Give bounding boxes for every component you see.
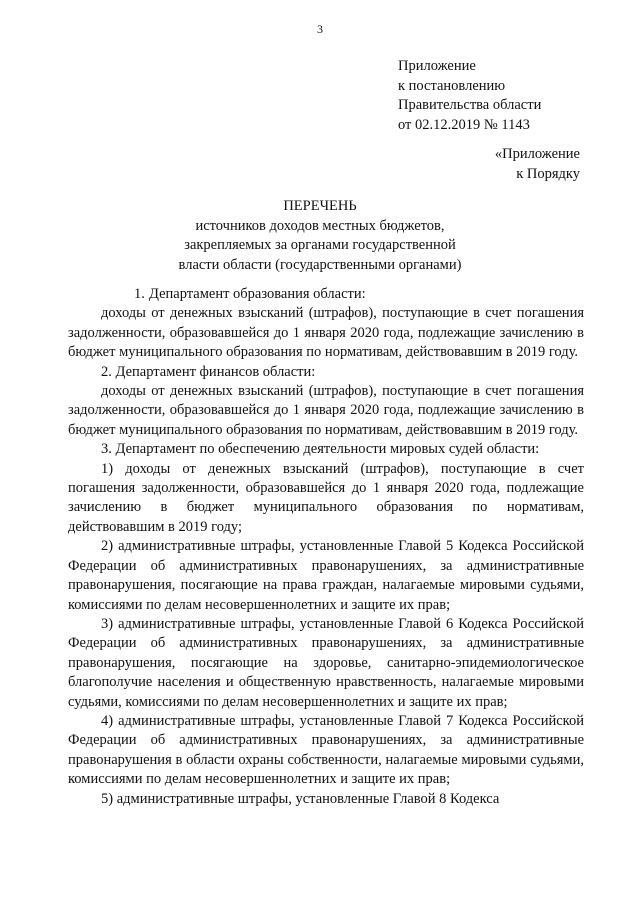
appendix-line: Приложение	[398, 58, 476, 74]
section-heading: 3. Департамент по обеспечению деятельности мировых судей области:	[101, 441, 540, 458]
paragraph: 5) административные штрафы, установленные Главой 8 Кодекса	[101, 790, 500, 807]
paragraph: 1) доходы от денежных взысканий (штрафов), поступающие в счет погашения задолженности, образовавшейся до 1 января 2020 года, подлежащие зачислению в бюджет муниципального образования по нормативам, действовавшим в 2019 году;	[68, 460, 584, 535]
appendix-block	[398, 57, 541, 135]
title-line: власти области (государственными органами)	[178, 256, 462, 273]
section-heading	[68, 285, 584, 304]
appendix2-line: «Приложение	[494, 146, 580, 162]
section-number: 1.	[134, 286, 145, 302]
title-line: источников доходов местных бюджетов,	[195, 217, 445, 234]
appendix-line: Правительства области	[398, 97, 542, 113]
appendix-line: от 02.12.2019 № 1143	[398, 116, 530, 133]
document-body	[68, 285, 584, 809]
title-heading: ПЕРЕЧЕНЬ	[283, 198, 357, 214]
section-heading-text: Департамент образования области:	[149, 286, 366, 302]
paragraph: доходы от денежных взысканий (штрафов), поступающие в счет погашения задолженности, образовавшейся до 1 января 2020 года, подлежащие зачислению в бюджет муниципального образования по нормативам, действовавшим в 2019 году.	[68, 383, 584, 438]
section-heading: 2. Департамент финансов области:	[101, 363, 316, 380]
document-title	[0, 197, 640, 275]
paragraph: доходы от денежных взысканий (штрафов), поступающие в счет погашения задолженности, образовавшейся до 1 января 2020 года, подлежащие зачислению в бюджет муниципального образования по нормативам, действовавшим в 2019 году.	[68, 305, 584, 361]
paragraph: 2) административные штрафы, установленные Главой 5 Кодекса Российской Федерации об административных правонарушениях, за административные правонарушения, посягающие на права граждан, налагаемые мировыми судьями, комиссиями по делам несовершеннолетних и защите их прав;	[68, 538, 584, 613]
appendix-to-procedure	[495, 145, 580, 184]
appendix-line: к постановлению	[398, 77, 506, 94]
paragraph: 4) административные штрафы, установленные Главой 7 Кодекса Российской Федерации об административных правонарушениях, за административные правонарушения в области охраны собственности, налагаемые мировыми судьями, комиссиями по делам несовершеннолетних и защите их прав;	[68, 712, 584, 788]
title-line: закрепляемых за органами государственной	[184, 237, 456, 253]
appendix2-line: к Порядку	[516, 165, 580, 182]
paragraph: 3) административные штрафы, установленные Главой 6 Кодекса Российской Федерации об административных правонарушениях, за административные правонарушения, посягающие на здоровье, санитарно-эпидемиологическое благополучие населения и общественную нравственность, налагаемые мировыми судьями, комиссиями по делам несовершеннолетних и защите их прав;	[68, 615, 584, 710]
page-number: 3	[317, 22, 323, 36]
